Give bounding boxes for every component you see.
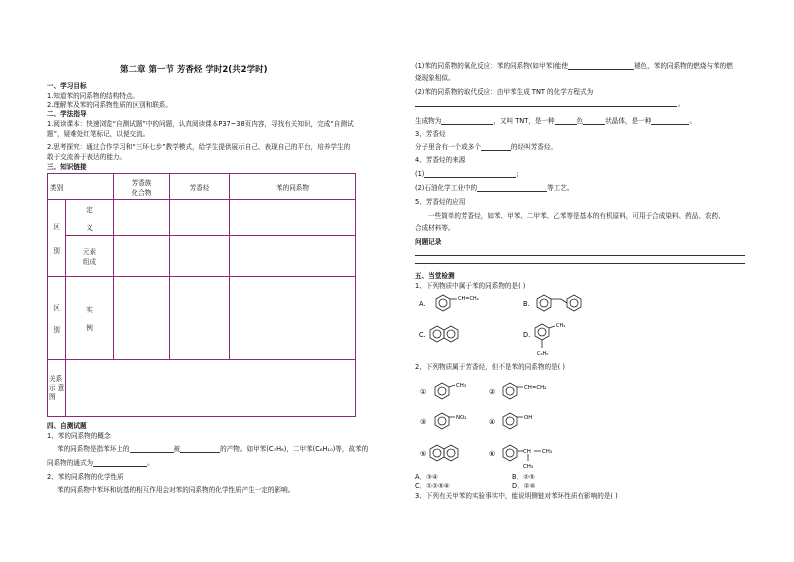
c2-num-2: ② bbox=[489, 388, 496, 396]
c1-question: 1、下列物质中属于苯的同系物的是( ) bbox=[415, 282, 526, 290]
row-label-difference-2: 区 别 bbox=[48, 277, 66, 360]
c2-num-6: ⑥ bbox=[489, 450, 496, 458]
method-p1-line2: 题”，疑难处红笔标记，以便交流。 bbox=[47, 130, 150, 138]
r-use-heading: 5、芳香烃的应用 bbox=[415, 198, 466, 206]
blank-q1-formula[interactable] bbox=[93, 466, 147, 467]
blank-tnt-name[interactable] bbox=[441, 124, 493, 125]
section-heading-selftest: 四、自测试题 bbox=[47, 422, 87, 430]
c2-option-a[interactable]: A．③④ bbox=[415, 473, 438, 481]
cell-homolog-examples[interactable] bbox=[230, 277, 356, 360]
row-label-difference-1: 区 别 bbox=[48, 200, 66, 277]
r-arene-def: 分子里含有一个或多个 的烃叫芳香烃。 bbox=[415, 143, 558, 151]
cell-aromatic-definition[interactable] bbox=[114, 200, 170, 236]
c2-num-3: ③ bbox=[420, 418, 427, 426]
header-benzene-homolog: 苯的同系物 bbox=[230, 174, 356, 200]
r-source-2: (2)石油化学工业中的 等工艺。 bbox=[415, 184, 574, 192]
c1-a-group: CH=CH₂ bbox=[458, 296, 479, 302]
r-use-line1: 一些简单的芳香烃，如苯、甲苯、二甲苯、乙苯等是基本的有机原料，可用于合成染料、药品、农药、 bbox=[428, 212, 725, 220]
c2-g3: NO₂ bbox=[456, 415, 467, 421]
c1-d-group2: C₂H₅ bbox=[537, 351, 549, 357]
cell-arene-elements[interactable] bbox=[170, 236, 230, 277]
method-p2-line2: 敢于交流善于表达的能力。 bbox=[47, 153, 127, 161]
section-heading-method: 二、学法指导 bbox=[47, 110, 87, 118]
c2-g6c: CH₃ bbox=[523, 464, 533, 470]
c2-structures bbox=[415, 375, 585, 473]
r-source-1: (1) ; bbox=[415, 170, 519, 178]
c2-option-d[interactable]: D．②⑥ bbox=[512, 482, 536, 490]
c3-question: 3、下列有关甲苯的实验事实中，能说明侧链对苯环性质有影响的是( ) bbox=[415, 492, 618, 500]
blank-q1-2[interactable] bbox=[180, 452, 220, 453]
c2-option-b[interactable]: B．②⑤ bbox=[512, 473, 535, 481]
blank-tnt-color[interactable] bbox=[555, 124, 577, 125]
section-heading-goals: 一、学习目标 bbox=[47, 82, 87, 90]
r-use-line2: 合成材料等。 bbox=[415, 224, 455, 232]
q2-text: 苯的同系物中苯环和烷基的相互作用会对苯的同系物的化学性质产生一定的影响。 bbox=[57, 486, 295, 494]
c1-option-a: A. bbox=[419, 300, 426, 308]
r-arene-heading: 3、芳香烃 bbox=[415, 130, 446, 138]
section-heading-knowledge: 三、知识链接 bbox=[47, 163, 87, 171]
c1-d-group: CH₃ bbox=[556, 323, 566, 329]
record-line-1[interactable] bbox=[415, 255, 745, 256]
header-category: 类别 bbox=[48, 174, 114, 200]
c1-option-c: C. bbox=[419, 331, 426, 339]
section-heading-test: 五、当堂检测 bbox=[415, 272, 455, 280]
blank-benzene-ring[interactable] bbox=[481, 150, 511, 151]
row-label-elements: 元素 组成 bbox=[66, 236, 114, 277]
cell-arene-examples[interactable] bbox=[170, 277, 230, 360]
r-substitution: (2)苯的同系物的取代反应：由甲苯生成 TNT 的化学方程式为 bbox=[415, 88, 594, 96]
c1-structures bbox=[415, 290, 615, 360]
record-line-2[interactable] bbox=[415, 263, 745, 264]
goal-item-2: 2.理解苯及苯的同系物性质的区别和联系。 bbox=[47, 101, 172, 109]
cell-aromatic-elements[interactable] bbox=[114, 236, 170, 277]
c2-num-4: ④ bbox=[489, 418, 496, 426]
row-label-examples: 实 例 bbox=[66, 277, 114, 360]
q1-line2: 同系物的通式为 。 bbox=[47, 459, 154, 467]
c2-num-1: ① bbox=[420, 388, 427, 396]
r-oxidation-line1: (1)苯的同系物的氧化反应：苯的同系物(如甲苯)能使 褪色，苯的同系物的燃烧与苯的燃 bbox=[415, 62, 733, 70]
knowledge-table bbox=[47, 173, 356, 417]
c1-option-b: B. bbox=[523, 300, 530, 308]
c1-option-d: D. bbox=[523, 331, 531, 339]
blank-q1-1[interactable] bbox=[130, 452, 174, 453]
c2-question: 2、下列物质属于芳香烃，但不是苯的同系物的是( ) bbox=[415, 363, 565, 371]
c2-num-5: ⑤ bbox=[420, 450, 427, 458]
q2-title: 2、苯的同系物的化学性质 bbox=[47, 473, 124, 481]
r-source-heading: 4、芳香烃的来源 bbox=[415, 156, 466, 164]
c2-g4: OH bbox=[524, 415, 533, 421]
c2-g6a: CH bbox=[523, 449, 531, 455]
blank-tnt-shape[interactable] bbox=[583, 124, 605, 125]
c2-option-c[interactable]: C．①②⑤⑥ bbox=[415, 482, 450, 490]
row-label-relation: 关系 示 意 图 bbox=[48, 360, 66, 417]
method-p2-line1: 2.思考探究：通过合作学习和“三环七步”教学模式，给学生提供展示自己、表现自己的平台，培养学生的 bbox=[47, 143, 351, 151]
blank-source-1[interactable] bbox=[424, 177, 516, 178]
cell-relation-diagram[interactable] bbox=[66, 360, 356, 417]
header-arene: 芳香烃 bbox=[170, 174, 230, 200]
blank-oxidation[interactable] bbox=[568, 69, 634, 70]
cell-arene-definition[interactable] bbox=[170, 200, 230, 236]
row-label-definition: 定 义 bbox=[66, 200, 114, 236]
page-title: 第二章 第一节 芳香烃 学时2(共2学时) bbox=[120, 65, 268, 75]
header-aromatic-compound: 芳香族 化合物 bbox=[114, 174, 170, 200]
method-p1-line1: 1.阅读课本：快速浏览“自测试题”中的问题，认真阅读课本P37~38页内容，寻找有关知识，完成“自测试 bbox=[47, 120, 354, 128]
c2-g1: CH₃ bbox=[456, 383, 466, 389]
r-tnt-product: 生成物为 ，又叫 TNT，是一种 色 状晶体，是一种 。 bbox=[415, 117, 696, 125]
cell-homolog-elements[interactable] bbox=[230, 236, 356, 277]
cell-aromatic-examples[interactable] bbox=[114, 277, 170, 360]
cell-homolog-definition[interactable] bbox=[230, 200, 356, 236]
c2-g6b: CH₃ bbox=[542, 449, 552, 455]
q1-title: 1、苯的同系物的概念 bbox=[47, 432, 111, 440]
blank-source-2[interactable] bbox=[477, 191, 547, 192]
r-oxidation-line2: 烧现象相似。 bbox=[415, 74, 455, 82]
c2-g2: CH=CH₂ bbox=[524, 385, 547, 391]
goal-item-1: 1.知道苯的同系物的结构特点。 bbox=[47, 92, 140, 100]
q1-line1: 苯的同系物是指苯环上的 被 的产物。如甲苯(C₇H₈)，二甲苯(C₈H₁₀)等，故苯的 bbox=[57, 445, 369, 453]
blank-tnt-equation[interactable] bbox=[415, 106, 677, 107]
blank-tnt-use[interactable] bbox=[651, 124, 689, 125]
r-substitution-end: 。 bbox=[678, 100, 685, 108]
r-question-record: 问题记录 bbox=[415, 238, 442, 246]
